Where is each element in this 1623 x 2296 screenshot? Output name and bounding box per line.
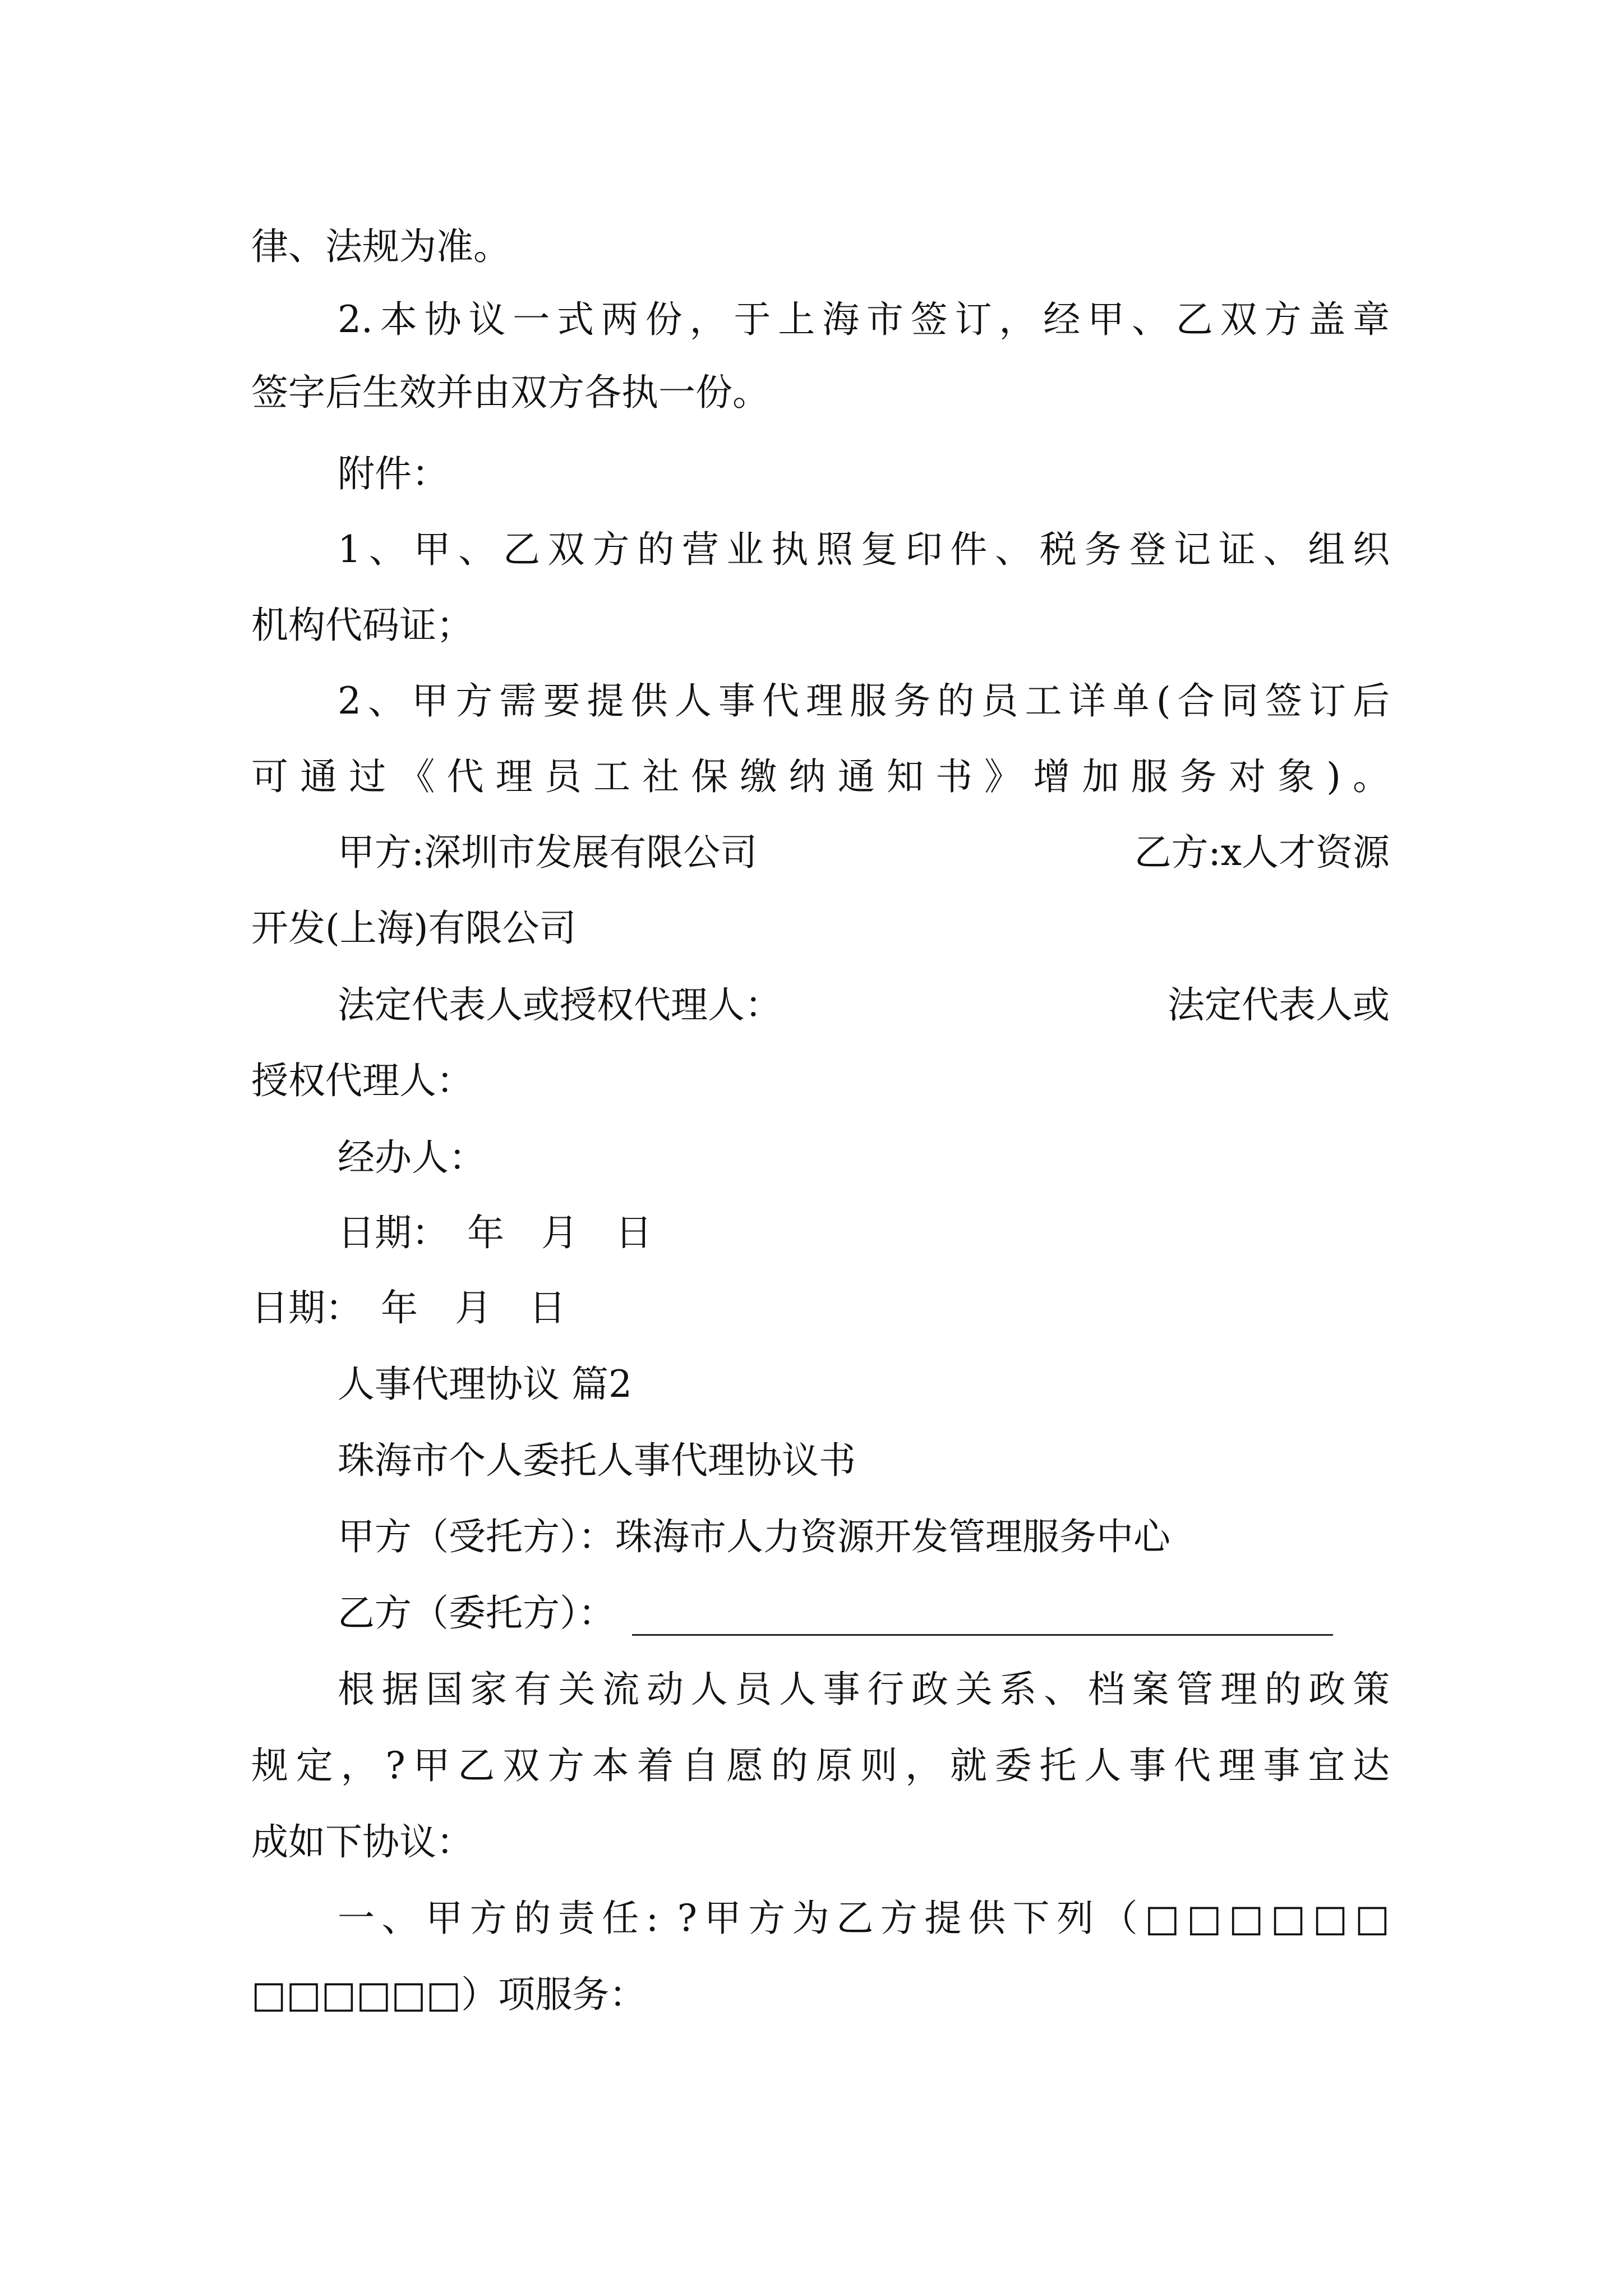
date-line: 日期： 年 月 日 [251, 1286, 566, 1329]
text-line: 2.本协议一式两份，于上海市签订，经甲、乙双方盖章 [338, 298, 1390, 341]
text-line: 2、甲方需要提供人事代理服务的员工详单(合同签订后 [338, 679, 1390, 723]
party-b-line: 乙方:x人才资源 [1134, 831, 1390, 874]
text-line: 签字后生效并由双方各执一份。 [251, 371, 769, 414]
party-b-label: 乙方（委托方）： [338, 1591, 615, 1635]
representative-b-line: 法定代表人或 [1168, 983, 1390, 1027]
party-b-row [338, 1591, 1333, 1636]
text-line: □□□□□□）项服务： [251, 1973, 647, 2016]
text-line: 授权代理人： [251, 1059, 473, 1102]
text-line: 成如下协议： [251, 1820, 473, 1864]
text-line: 机构代码证； [251, 604, 473, 647]
section-title: 人事代理协议 篇2 [338, 1363, 632, 1406]
party-a-line: 甲方（受托方）：珠海市人力资源开发管理服务中心 [338, 1515, 1170, 1558]
text-line: 规定，?甲乙双方本着自愿的原则，就委托人事代理事宜达 [251, 1744, 1390, 1787]
text-line: 律、法规为准。 [251, 225, 510, 268]
representative-a-line: 法定代表人或授权代理人： [338, 983, 782, 1027]
text-line: 根据国家有关流动人员人事行政关系、档案管理的政策 [338, 1668, 1390, 1711]
text-line: 1、甲、乙双方的营业执照复印件、税务登记证、组织 [338, 528, 1390, 571]
text-line: 一、甲方的责任: ?甲方为乙方提供下列（□□□□□□ [338, 1897, 1390, 1940]
party-a-line: 甲方:深圳市发展有限公司 [338, 831, 758, 874]
text-line: 可通过《代理员工社保缴纳通知书》增加服务对象)。 [251, 755, 1390, 798]
date-line: 日期： 年 月 日 [338, 1211, 652, 1254]
document-title: 珠海市个人委托人事代理协议书 [338, 1439, 856, 1482]
party-b-blank [632, 1604, 1333, 1636]
text-line: 开发(上海)有限公司 [251, 907, 577, 950]
text-line: 附件： [338, 452, 449, 495]
handler-line: 经办人： [338, 1136, 486, 1179]
